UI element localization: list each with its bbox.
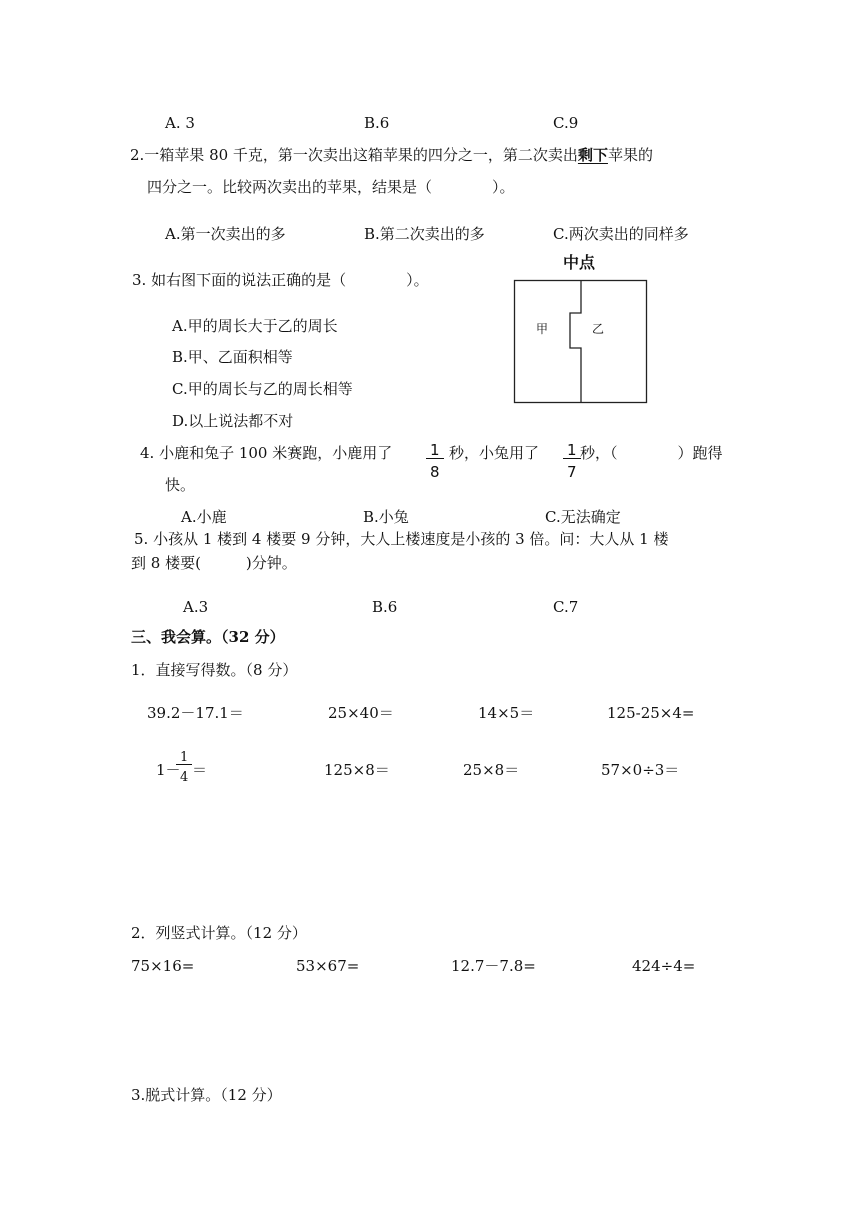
q5-option-b: B.6 bbox=[372, 598, 398, 616]
q3-option-c: C.甲的周长与乙的周长相等 bbox=[172, 380, 353, 398]
part-2-title: 2．列竖式计算。（12 分） bbox=[131, 924, 307, 942]
q4-fraction-1 bbox=[426, 443, 444, 480]
q3-stem: 3. 如右图下面的说法正确的是（ ）。 bbox=[132, 271, 429, 289]
q3-option-b: B.甲、乙面积相等 bbox=[172, 348, 293, 366]
q4-stem-post: 秒，（ ）跑得 bbox=[580, 444, 723, 462]
q1-option-b: B.6 bbox=[364, 114, 390, 132]
q4-line2: 快。 bbox=[165, 476, 196, 494]
section-3-heading: 三、我会算。（32 分） bbox=[131, 628, 285, 646]
q4-frac2-den: 7 bbox=[567, 463, 577, 481]
mental-calc-4: 125-25×4= bbox=[607, 704, 695, 722]
q2-emphasis: 剩下 bbox=[577, 146, 608, 164]
q5-line1: 5. 小孩从 1 楼到 4 楼要 9 分钟，大人上楼速度是小孩的 3 倍。问：大人从 1 楼 bbox=[134, 530, 669, 548]
vertical-calc-1: 75×16= bbox=[131, 957, 195, 975]
vertical-calc-3: 12.7－7.8= bbox=[451, 957, 536, 975]
q3-option-d: D.以上说法都不对 bbox=[172, 412, 294, 430]
mental-calc-2: 25×40＝ bbox=[328, 704, 394, 722]
q4-frac2-num: 1 bbox=[563, 443, 581, 459]
calc5-frac-num: 1 bbox=[176, 751, 192, 765]
mental-calc-6: 125×8＝ bbox=[324, 761, 390, 779]
mental-calc-7: 25×8＝ bbox=[463, 761, 520, 779]
part-3-title: 3.脱式计算。（12 分） bbox=[131, 1086, 282, 1104]
figure-title: 中点 bbox=[563, 253, 596, 272]
mental-calc-8: 57×0÷3＝ bbox=[601, 761, 680, 779]
mental-calc-1: 39.2－17.1＝ bbox=[147, 704, 244, 722]
part-1-title: 1．直接写得数。（8 分） bbox=[131, 661, 298, 679]
figure-label-right: 乙 bbox=[592, 322, 605, 336]
q4-stem-mid: 秒，小兔用了 bbox=[449, 444, 540, 462]
mental-calc-3: 14×5＝ bbox=[478, 704, 535, 722]
q1-option-a: A. 3 bbox=[165, 114, 195, 132]
q2-line2: 四分之一。比较两次卖出的苹果，结果是（ ）。 bbox=[147, 178, 515, 196]
q2-line1-post: 苹果的 bbox=[607, 146, 653, 164]
figure-dividing-line bbox=[570, 281, 581, 403]
q3-option-a: A.甲的周长大于乙的周长 bbox=[172, 317, 338, 335]
q4-frac1-den: 8 bbox=[430, 463, 440, 481]
mental-calc-5-prefix: 1－ bbox=[156, 761, 181, 779]
q4-frac1-num: 1 bbox=[426, 443, 444, 459]
mental-calc-5-suffix: ＝ bbox=[192, 761, 208, 779]
q4-fraction-2 bbox=[563, 443, 581, 480]
q4-option-c: C.无法确定 bbox=[545, 508, 621, 526]
calc5-frac-den: 4 bbox=[180, 770, 189, 785]
q5-option-c: C.7 bbox=[553, 598, 579, 616]
q5-line2: 到 8 楼要( )分钟。 bbox=[131, 554, 297, 572]
q2-option-a: A.第一次卖出的多 bbox=[165, 225, 286, 243]
vertical-calc-4: 424÷4= bbox=[632, 957, 696, 975]
vertical-calc-2: 53×67= bbox=[296, 957, 360, 975]
q2-line1 bbox=[130, 148, 653, 163]
q5-option-a: A.3 bbox=[183, 598, 209, 616]
q4-option-a: A.小鹿 bbox=[181, 508, 227, 526]
q2-line1-pre: 2.一箱苹果 80 千克，第一次卖出这箱苹果的四分之一，第二次卖出 bbox=[130, 146, 578, 164]
perimeter-figure bbox=[512, 278, 650, 406]
q2-option-c: C.两次卖出的同样多 bbox=[553, 225, 689, 243]
q4-option-b: B.小兔 bbox=[363, 508, 409, 526]
figure-label-left: 甲 bbox=[536, 322, 549, 336]
q1-option-c: C.9 bbox=[553, 114, 579, 132]
mental-calc-5-fraction bbox=[176, 751, 192, 784]
q4-stem-pre: 4. 小鹿和兔子 100 米赛跑，小鹿用了 bbox=[140, 444, 393, 462]
q2-option-b: B.第二次卖出的多 bbox=[364, 225, 485, 243]
